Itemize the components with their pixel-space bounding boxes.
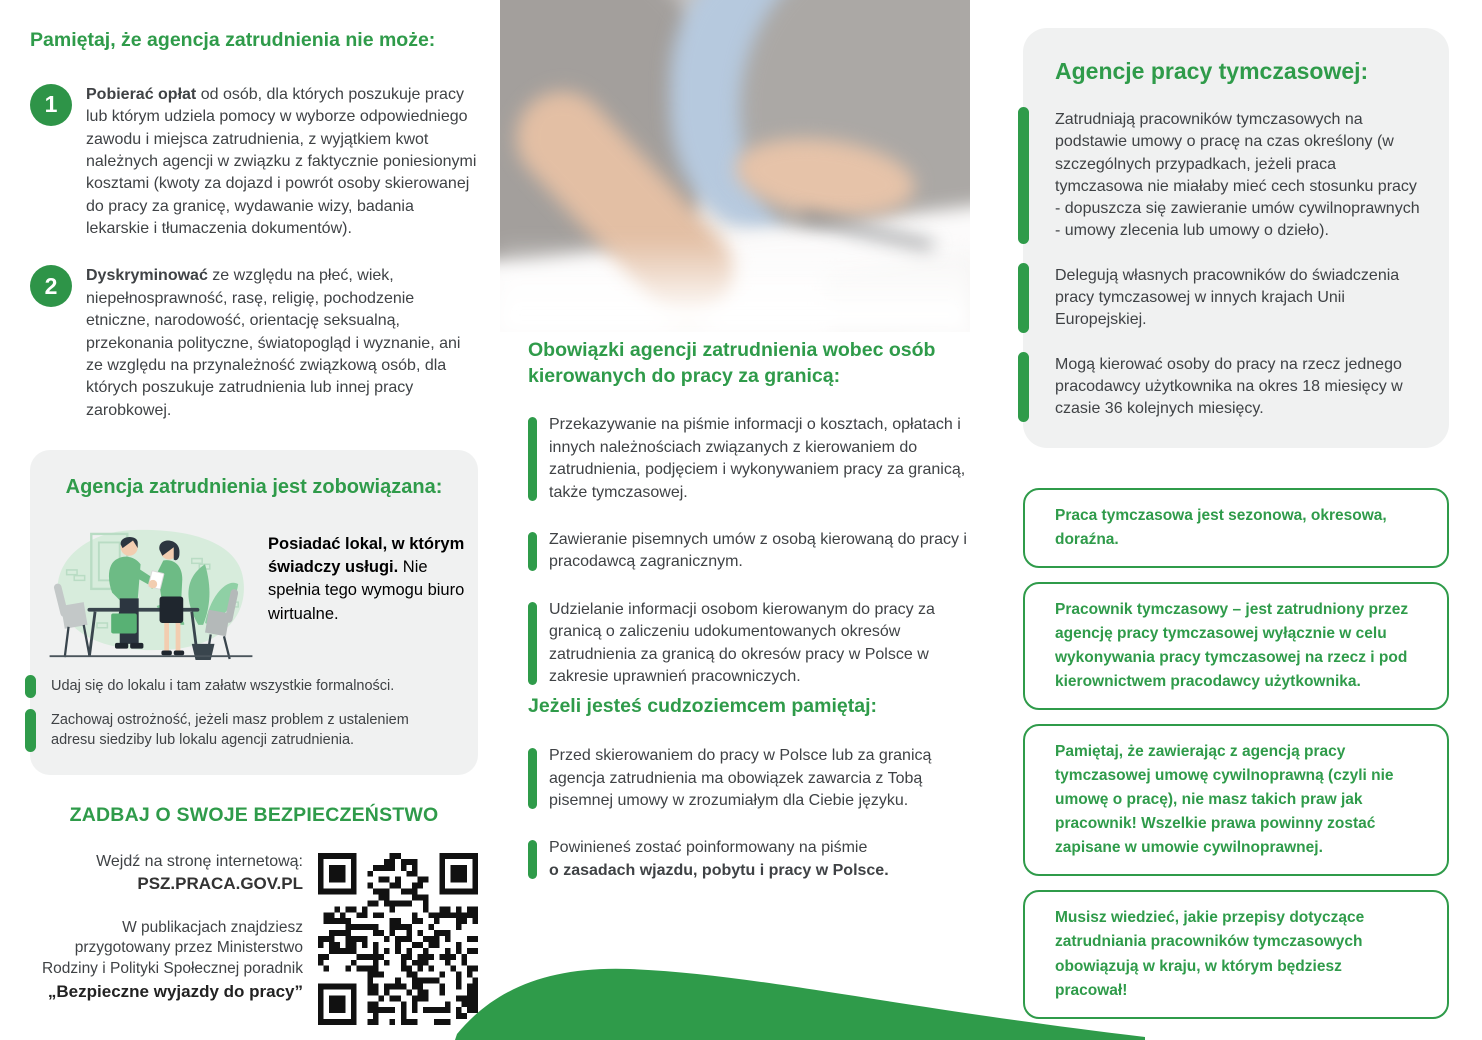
middle-panel <box>528 332 970 882</box>
temp-bullet-3: Mogą kierować osoby do pracy na rzecz jednego pracodawcy użytkownika na okres 18 miesięcy w czasie 36 kolejnych miesięcy. <box>1055 354 1423 420</box>
obligation-heading: Agencja zatrudnienia jest zobowiązana: <box>65 476 443 499</box>
duty-bullet-1: Przekazywanie na piśmie informacji o kosztach, opłatach i innych należnościach związanych z kierowaniem do zatrudnienia, podjęciem i wykonywaniem pracy za granicą, także tymczasowej. <box>528 414 970 504</box>
prohibitions-heading: Pamiętaj, że agencja zatrudnienia nie może: <box>30 29 436 51</box>
note-box-3: Pamiętaj, że zawierając z agencją pracy tymczasowej umowę cywilnoprawną (czyli nie umowę o pracę), nie masz takich praw jak pracownik! Wszelkie prawa powinny zostać zapisane w umowie cywilnoprawnej. <box>1023 724 1449 876</box>
handshake-photo <box>500 0 970 332</box>
photo-bottom-fade <box>500 237 970 332</box>
website-url: PSZ.PRACA.GOV.PL <box>137 874 303 894</box>
number-badge-2: 2 <box>30 265 72 307</box>
note-box-4: Musisz wiedzieć, jakie przepisy dotyczące zatrudniania pracowników tymczasowych obowiązują w kraju, w którym będziesz pracował! <box>1023 890 1449 1018</box>
safety-text <box>30 853 318 1002</box>
publication-note: W publikacjach znajdziesz przygotowany przez Ministerstwo Rodziny i Polityki Społecznej poradnik <box>41 919 303 977</box>
number-badge-1: 1 <box>30 84 72 126</box>
temp-agency-box <box>1023 28 1449 448</box>
foreigner-bullet-1: Przed skierowaniem do pracy w Polsce lub za granicą agencja zatrudnienia ma obowiązek zawarcia z Tobą pisemnej umowy w zrozumiałym dla Ciebie języku. <box>528 745 970 812</box>
prohibition-text-2: Dyskryminować ze względu na płeć, wiek, niepełnosprawność, rasę, religię, pochodzenie etniczne, narodowość, orientację seksualną, przekonania polityczne, światopogląd i wyznanie, ani ze względu na przynależność związkową osób, dla których poszukuje zatrudnienia lub innej pracy zarobkowej. <box>86 267 461 419</box>
duties-heading: Obowiązki agencji zatrudnienia wobec osób kierowanych do pracy za granicą: <box>528 339 936 387</box>
qr-code-icon <box>318 853 478 1025</box>
handshake-office-illustration <box>42 511 260 663</box>
duty-bullet-2: Zawieranie pisemnych umów z osobą kierowaną do pracy i pracodawcą zagranicznym. <box>528 529 970 574</box>
note-box-2: Pracownik tymczasowy – jest zatrudniony przez agencję pracy tymczasowej wyłącznie w celu wykonywania pracy tymczasowej na rzecz i pod kierownictwem pracodawcy użytkownika. <box>1023 582 1449 710</box>
publication-title: „Bezpieczne wyjazdy do pracy” <box>47 982 303 1002</box>
prohibition-item-2 <box>30 265 478 422</box>
advice-bullet-1: Udaj się do lokalu i tam załatw wszystkie formalności. <box>30 676 478 698</box>
note-box-1: Praca tymczasowa jest sezonowa, okresowa, doraźna. <box>1023 488 1449 568</box>
temp-bullet-2: Delegują własnych pracowników do świadczenia pracy tymczasowej w innych krajach Unii Europejskiej. <box>1055 265 1423 331</box>
right-panel <box>1023 28 1449 1019</box>
foreigner-heading: Jeżeli jesteś cudzoziemcem pamiętaj: <box>528 695 877 718</box>
temp-agency-heading: Agencje pracy tymczasowej: <box>1055 58 1369 84</box>
foreigner-bullet-2: Powinieneś zostać poinformowany na piśmie o zasadach wjazdu, pobytu i pracy w Polsce. <box>528 837 970 882</box>
premises-requirement-text: Posiadać lokal, w którym świadczy usługi. Nie spełnia tego wymogu biuro wirtualne. <box>268 534 465 623</box>
temp-bullet-1: Zatrudniają pracowników tymczasowych na podstawie umowy o pracę na czas określony (w szczególnych przypadkach, jeżeli praca tymczasowa nie miałaby mieć cech stosunku pracy - dopuszcza się zawieranie umów cywilnoprawnych - umowy zlecenia lub umowy o dzieło). <box>1055 109 1423 241</box>
website-prompt: Wejdź na stronę internetową: <box>96 853 303 871</box>
safety-section <box>30 853 478 1025</box>
advice-bullet-2: Zachowaj ostrożność, jeżeli masz problem z ustaleniem adresu siedziby lub lokalu agencji zatrudnienia. <box>30 710 478 751</box>
safety-heading: ZADBAJ O SWOJE BEZPIECZEŃSTWO <box>69 804 439 827</box>
obligation-content <box>30 501 478 663</box>
prohibition-item-1 <box>30 84 478 241</box>
prohibition-text-1: Pobierać opłat od osób, dla których poszukuje pracy lub którym udziela pomocy w wyborze odpowiedniego zawodu i miejsca zatrudnienia, z wyjątkiem kwot należnych agencji w związku z faktycznie poniesionymi kosztami (kwoty za dojazd i powrót osoby skierowanej do pracy za granicę, wydawanie wizy, badania lekarskie i tłumaczenia dokumentów). <box>86 85 477 238</box>
left-panel <box>30 0 478 1025</box>
obligation-box <box>30 450 478 775</box>
duty-bullet-3: Udzielanie informacji osobom kierowanym do pracy za granicą o zaliczeniu udokumentowanych okresów zatrudnienia za granicą do okresów pracy w Polsce w zakresie uprawnień pracowniczych. <box>528 599 970 689</box>
